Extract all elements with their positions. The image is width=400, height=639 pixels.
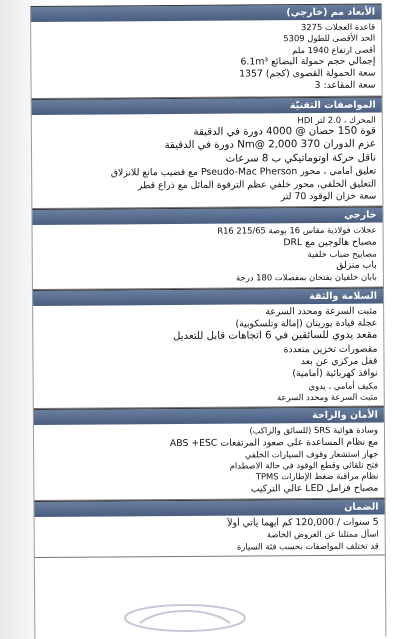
spec-line: مقصورات تخزين متعددة [283,343,378,356]
spec-line: مثبت السرعة ومحدد السرعة [265,305,378,318]
spec-line: قوة 150 حصان @ 4000 دورة في الدقيقة [193,125,376,138]
spec-line: مصباح فرامل LED عالي التركيب [250,482,379,495]
section-body [31,20,382,99]
spec-line: أقصى ارتفاع 1940 ملم [292,44,376,55]
section-header: المواصفات التقنيّة [32,96,382,114]
spec-line: التعليق الخلفي، محور خلفي عظم الترقوة المائل مع ذراع قطر [137,178,377,191]
section-body [32,112,383,209]
spec-line: نظام مراقبة ضغط الإطارات TPMS [255,470,379,482]
spec-line: قاعدة العجلات 3275 [300,21,376,33]
watermark-logo [120,601,250,635]
spec-line: عزم الدوران 370 Nm@ 2,000 دورة في الدقيقة [164,139,377,152]
spec-line: تعليق أمامي ، محور Pseudo-Mac Pherson مع قضيب مانع للانزلاق [110,165,377,179]
spec-line: وسادة هوائية SRS (للسائق والراكب) [249,424,379,436]
spec-line: عجلات فولاذية مقاس 16 بوصة R16 215/65 [217,224,377,236]
section-body [33,303,384,409]
spec-line: مثبت السرعة ومحدد السرعة [276,391,378,403]
spec-line: قفل مركزي عن بعد [300,355,378,368]
spec-line: قد تختلف المواصفات بحسب فئة السيارة [236,540,379,552]
spec-sheet [30,4,386,639]
section-body [35,514,385,557]
section-body [34,423,385,501]
section-header: السلامة والثقة [33,287,383,305]
section-header: الضمان [34,498,384,516]
spec-line: نوافذ كهربائية (أمامية) [292,368,378,380]
spec-line: إجمالي حجم حمولة البضائع 6.1m³ [240,55,376,68]
spec-line: جهاز استشعار وقوف السيارات الخلفي [244,448,379,460]
section-header: الأمان والراحة [34,407,384,425]
spec-line: المحرك ، 2.0 لتر HDI [297,114,376,125]
spec-line: باب منزلق [336,259,377,271]
spec-line: 5 سنوات / 120,000 كم أيهما يأتي أولاً [227,516,379,529]
spec-line: بابان خلفيان بفتحان بمفصلات 180 درجة [236,272,377,284]
spec-line: اسأل ممثلنا عن العروض الخاصة [266,528,379,540]
spec-line: مقعد يدوي للسائقين في 6 اتجاهات قابل للتعديل [172,329,378,343]
spec-line: مصباح هالوجين مع DRL [283,236,377,248]
spec-line: فتح تلقائي وقطع الوقود في حالة الاصطدام [229,459,379,471]
spec-line: عجلة قيادة يوريتان (إمالة وتلسكوبية) [235,317,378,330]
spec-line: مكيف أمامي ، يدوي [308,380,378,391]
section-header: الأبعاد مم (خارجي) [31,4,381,22]
spec-line: ناقل حركة أوتوماتيكي ب 8 سرعات [225,152,377,165]
spec-line: مع نظام المساعدة على صعود المرتفعات ABS +ESC [169,436,379,449]
spec-line: الحد الأقصى للطول 5309 [283,32,376,44]
section-body [33,223,383,290]
section-header: خارجي [32,207,382,225]
spec-line: مصابيح ضباب خلفية [307,248,377,259]
spec-line: سعة الحمولة القصوى (كجم) 1357 [239,67,376,80]
spec-line: سعة خزان الوقود 70 لتر [280,190,377,203]
spec-line: سعة المقاعد: 3 [314,79,376,92]
